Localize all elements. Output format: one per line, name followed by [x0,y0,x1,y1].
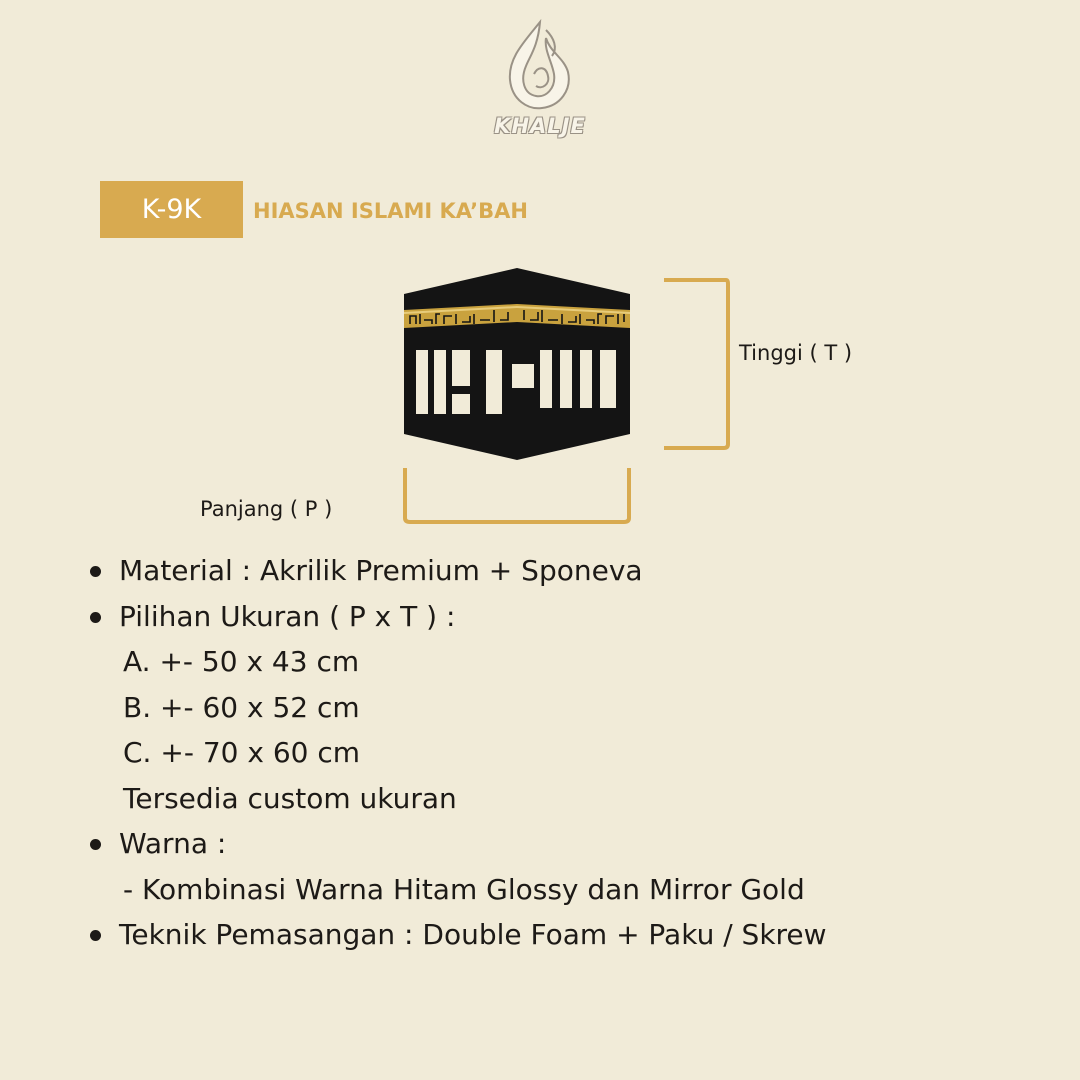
ukuran-option: A. +- 50 x 43 cm [123,645,360,678]
kaabah-icon [404,268,630,462]
ukuran-option: B. +- 60 x 52 cm [123,690,360,724]
product-code-badge: K-9K [100,181,243,238]
brand-logo [488,18,592,144]
warna-heading: Warna : [119,827,227,860]
warna-value: - Kombinasi Warna Hitam Glossy dan Mirror Gold [123,872,805,906]
panjang-label: Panjang ( P ) [200,497,333,521]
bullet-icon [90,930,101,941]
list-item [82,548,1042,594]
list-item [82,594,1042,640]
bullet-icon [90,839,101,850]
list-item [82,867,1042,913]
list-item [82,912,1042,958]
ukuran-option: C. +- 70 x 60 cm [123,736,361,769]
ukuran-heading: Pilihan Ukuran ( P x T ) : [119,599,456,633]
length-bracket-icon [402,468,632,526]
list-item [82,821,1042,867]
list-item [82,685,1042,731]
logo-text: KHALJE [494,114,586,138]
tinggi-label: Tinggi ( T ) [739,341,853,365]
bullet-icon [90,612,101,623]
material-text: Material : Akrilik Premium + Sponeva [119,554,643,587]
bullet-icon [90,566,101,577]
list-item [82,639,1042,685]
teknik-text: Teknik Pemasangan : Double Foam + Paku / Skrew [119,918,827,951]
product-title: HIASAN ISLAMI KA’BAH [253,199,528,223]
list-item [82,730,1042,776]
ukuran-custom: Tersedia custom ukuran [123,781,457,815]
khalje-logo-icon [488,18,592,118]
spec-list [82,548,1042,958]
list-item [82,776,1042,822]
height-bracket-icon [664,278,730,450]
